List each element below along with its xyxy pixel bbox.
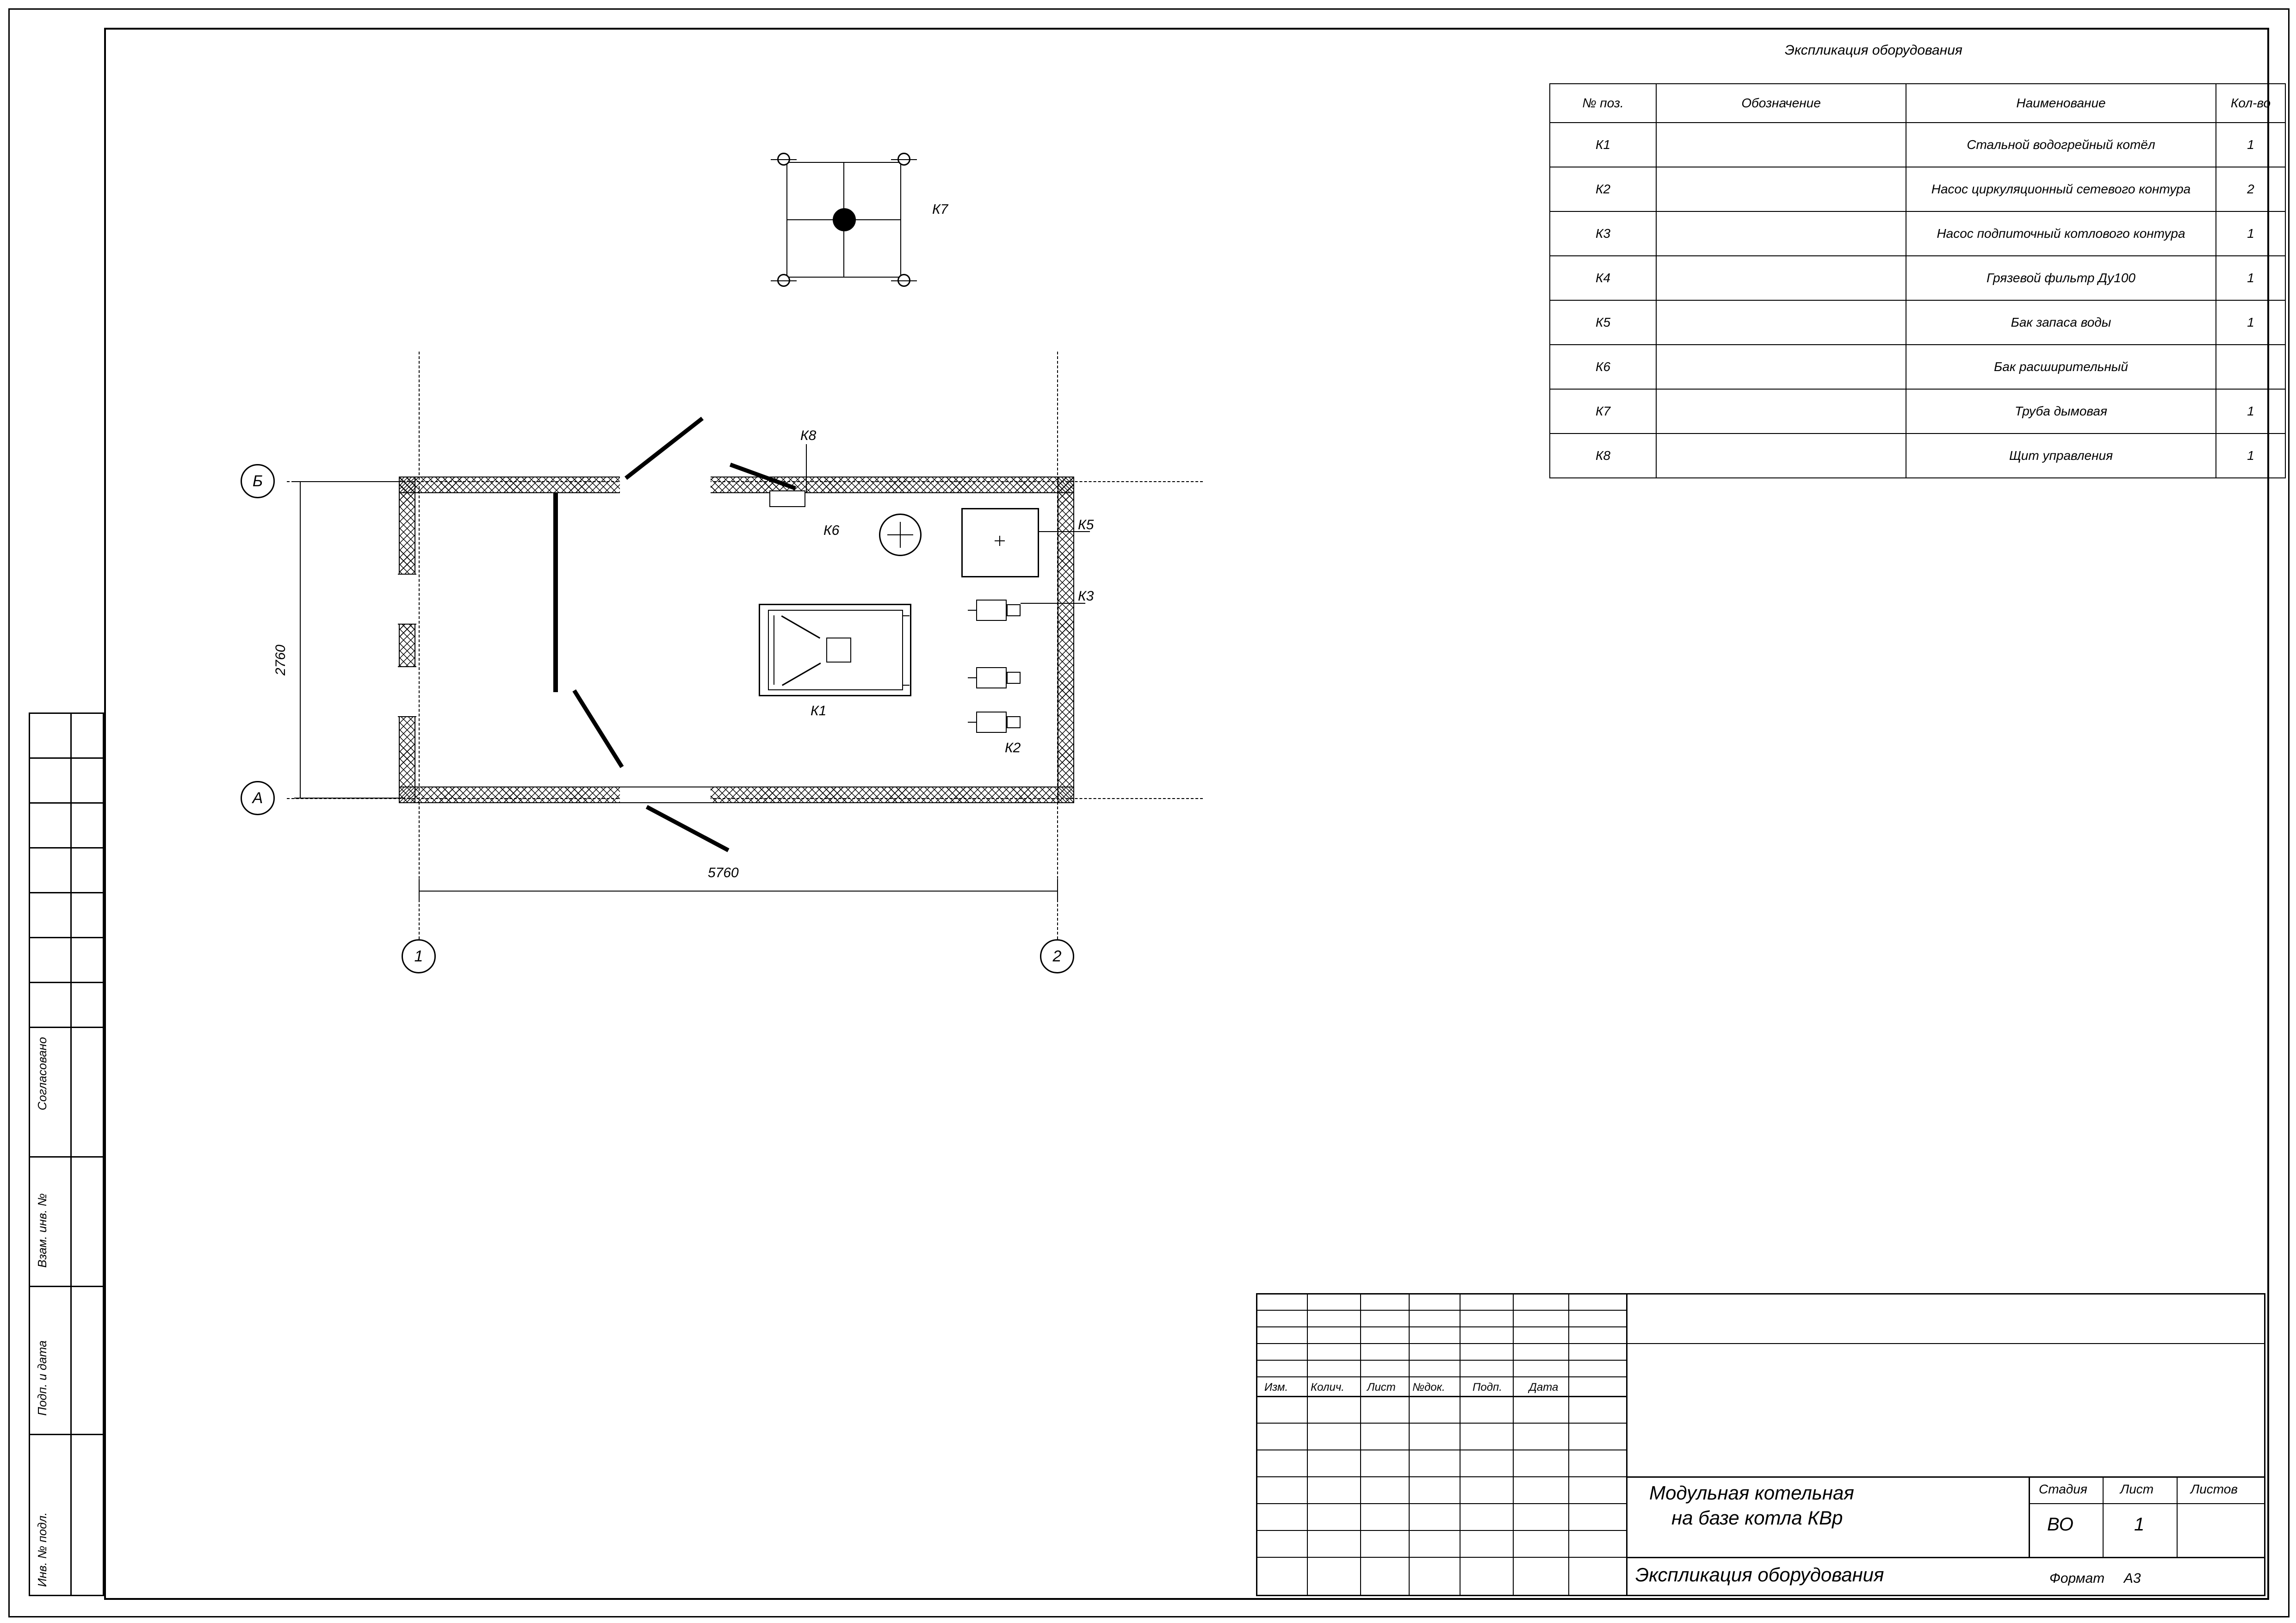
left-stamp-label-podp-data: Подп. и дата — [35, 1340, 49, 1416]
label-k1: К1 — [811, 703, 827, 719]
tb-right-v3 — [2177, 1476, 2178, 1558]
chimney-pipe — [833, 208, 856, 231]
sheet-format — [2049, 1571, 2141, 1586]
sheet-format-label: Формат — [2049, 1571, 2105, 1586]
title-block — [1256, 1293, 2265, 1596]
equipment-k2-pump-body-2 — [976, 712, 1007, 733]
tb-grid-h — [1256, 1557, 1626, 1558]
window-jamb — [398, 716, 416, 717]
tb-grid-v — [1360, 1293, 1361, 1595]
tb-grid-h — [1256, 1530, 1626, 1531]
dim-text-width: 5760 — [708, 865, 739, 880]
tb-border-left — [1256, 1293, 1257, 1596]
wall-face-line — [620, 802, 731, 803]
spec-header-pos: № поз. — [1550, 84, 1656, 123]
spec-cell-name: Насос подпиточный котлового контура — [1906, 211, 2216, 256]
equipment-k6-cross-v — [900, 522, 901, 548]
left-stamp-label-soglasovano: Согласовано — [35, 1037, 49, 1110]
spec-cell-qty: 2 — [2216, 167, 2285, 211]
spec-cell-name: Стальной водогрейный котёл — [1906, 123, 2216, 167]
door-opening-north-1 — [620, 476, 711, 494]
axis-bubble-2: 2 — [1040, 939, 1074, 973]
tb-grid-h — [1256, 1503, 1626, 1504]
tb-border-right — [2264, 1293, 2265, 1596]
tb-col-podp: Подп. — [1473, 1381, 1502, 1394]
wall-north — [399, 477, 1074, 493]
spec-header-name: Наименование — [1906, 84, 2216, 123]
window-jamb — [398, 624, 416, 625]
equipment-k2-pump-body-1 — [976, 667, 1007, 688]
leader-k8 — [806, 444, 807, 492]
spec-cell-qty: 1 — [2216, 389, 2285, 434]
door-leaf-north-inner — [625, 417, 704, 480]
tb-col-data: Дата — [1529, 1381, 1559, 1394]
tb-project-line1: Модульная котельная — [1649, 1482, 1854, 1504]
tb-right-v2 — [2103, 1476, 2104, 1558]
chimney-anchor-tick — [771, 159, 797, 160]
chimney-anchor-tick — [771, 280, 797, 281]
chimney-anchor-tick — [891, 280, 917, 281]
sheet-format-value: А3 — [2123, 1571, 2141, 1586]
tb-border-top — [1256, 1293, 2265, 1295]
equipment-k8-panel — [769, 490, 805, 507]
spec-cell-name: Насос циркуляционный сетевого контура — [1906, 167, 2216, 211]
tb-grid-v — [1460, 1293, 1461, 1595]
tb-grid-v — [1409, 1293, 1410, 1595]
spec-cell-pos: К2 — [1550, 167, 1656, 211]
tb-right-h2 — [1626, 1476, 2265, 1478]
equipment-k2-pump-motor-1 — [1007, 672, 1021, 684]
spec-cell-pos: К7 — [1550, 389, 1656, 434]
axis-bubble-b: Б — [241, 464, 275, 498]
tb-border-bottom — [1256, 1595, 2265, 1596]
leader-k3 — [1021, 603, 1085, 604]
label-k3: К3 — [1078, 588, 1094, 604]
axis-bubble-a: А — [241, 781, 275, 815]
label-k8: К8 — [800, 428, 817, 443]
door-leaf-inner-partition — [572, 689, 624, 768]
tb-document-name: Экспликация оборудования — [1635, 1564, 1884, 1586]
tb-grid-h — [1256, 1310, 1626, 1311]
tb-col-ndok: №док. — [1412, 1381, 1445, 1394]
tb-grid-h — [1256, 1343, 1626, 1344]
tb-sheet-header: Лист — [2120, 1482, 2154, 1496]
spec-cell-name: Грязевой фильтр Ду100 — [1906, 256, 2216, 300]
spec-cell-qty: 1 — [2216, 211, 2285, 256]
label-k2: К2 — [1005, 740, 1021, 756]
tb-project-line2: на базе котла КВр — [1671, 1507, 1843, 1529]
tb-grid-v — [1568, 1293, 1569, 1595]
tb-grid-h — [1256, 1326, 1626, 1327]
window-jamb — [398, 666, 416, 667]
equipment-k1-burner — [826, 638, 851, 663]
tb-stage-header: Стадия — [2039, 1482, 2087, 1496]
window-jamb — [398, 574, 416, 575]
tb-grid-v-main — [1626, 1293, 1628, 1595]
spec-header-qty: Кол-во — [2216, 84, 2285, 123]
tb-grid-h — [1256, 1376, 1626, 1377]
left-stamp-label-vzam: Взам. инв. № — [35, 1193, 49, 1268]
equipment-k3-pump-motor — [1007, 604, 1021, 616]
spec-cell-qty: 1 — [2216, 434, 2285, 478]
door-leaf-south — [646, 805, 730, 852]
spec-cell-name: Щит управления — [1906, 434, 2216, 478]
chimney-anchor-tick — [891, 159, 917, 160]
tb-sheets-header: Листов — [2191, 1482, 2238, 1496]
spec-cell-name: Труба дымовая — [1906, 389, 2216, 434]
equipment-k2-pump-motor-2 — [1007, 716, 1021, 728]
spec-cell-pos: К8 — [1550, 434, 1656, 478]
dim-tick-right — [1057, 879, 1058, 902]
wall-east — [1058, 477, 1074, 803]
tb-sheet-value: 1 — [2134, 1514, 2145, 1535]
label-k5: К5 — [1078, 517, 1094, 533]
tb-grid-h-headers — [1256, 1396, 1626, 1397]
spec-table-title: Экспликация оборудования — [1785, 43, 1962, 58]
tb-grid-h — [1256, 1360, 1626, 1361]
window-opening-west-2 — [398, 666, 416, 717]
tb-grid-h — [1256, 1423, 1626, 1424]
tb-grid-h — [1256, 1476, 1626, 1477]
wall-south — [399, 787, 1074, 803]
wall-west — [399, 477, 415, 803]
window-opening-west — [398, 574, 416, 625]
axis-line-1 — [419, 352, 420, 944]
tb-col-kolich: Колич. — [1311, 1381, 1344, 1394]
equipment-k3-pump-body — [976, 600, 1007, 621]
dim-line-width — [419, 891, 1057, 892]
partition-wall — [553, 493, 558, 692]
equipment-k2-pipe-1 — [968, 677, 977, 678]
spec-cell-pos: К6 — [1550, 345, 1656, 389]
tb-right-h1 — [1626, 1343, 2265, 1344]
dim-text-height: 2760 — [273, 644, 288, 675]
spec-cell-pos: К1 — [1550, 123, 1656, 167]
tb-col-izm: Изм. — [1264, 1381, 1288, 1394]
equipment-k5-tank — [961, 508, 1039, 577]
tb-right-v1 — [2029, 1476, 2030, 1558]
tb-grid-v — [1513, 1293, 1514, 1595]
spec-cell-qty: 1 — [2216, 300, 2285, 345]
dim-line-height — [300, 481, 301, 799]
equipment-k1-edge — [768, 610, 769, 690]
left-stamp-label-inv-podl: Инв. № подл. — [35, 1512, 49, 1587]
label-k6: К6 — [823, 523, 840, 538]
tb-grid-v — [1307, 1293, 1308, 1595]
tb-right-h4 — [2029, 1503, 2265, 1504]
spec-cell-qty: 1 — [2216, 256, 2285, 300]
tb-right-h3 — [1626, 1557, 2265, 1558]
tb-stage-value: ВО — [2047, 1514, 2073, 1535]
equipment-k1-nozzle — [903, 615, 910, 616]
equipment-k3-pipe — [968, 610, 977, 611]
spec-cell-pos: К5 — [1550, 300, 1656, 345]
spec-cell-qty: 1 — [2216, 123, 2285, 167]
equipment-k1-nozzle — [903, 685, 910, 686]
spec-cell-name: Бак расширительный — [1906, 345, 2216, 389]
label-k7: К7 — [932, 202, 948, 217]
equipment-k2-pipe-2 — [968, 722, 977, 723]
axis-bubble-1: 1 — [402, 939, 436, 973]
spec-cell-pos: К4 — [1550, 256, 1656, 300]
dim-tick-left — [419, 879, 420, 902]
dim-ext-top — [294, 481, 405, 482]
tb-col-list: Лист — [1367, 1381, 1396, 1394]
door-opening-south-1 — [620, 786, 711, 804]
spec-cell-pos: К3 — [1550, 211, 1656, 256]
spec-cell-name: Бак запаса воды — [1906, 300, 2216, 345]
equipment-k5-cross-v — [999, 536, 1000, 546]
dim-ext-bottom — [294, 798, 405, 799]
spec-header-des: Обозначение — [1656, 84, 1906, 123]
